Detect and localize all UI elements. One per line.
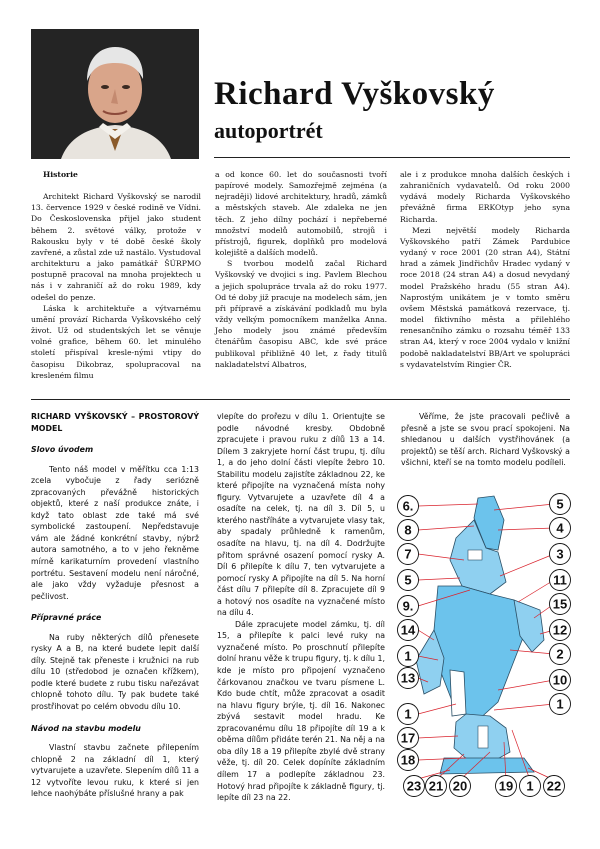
part-label-left xyxy=(398,496,419,517)
part-label-right xyxy=(550,670,571,691)
assembly-paragraph: Dále zpracujete model zámku, tj. díl 15, a přilepíte k palci levé ruky na vyznačené místo. Po proschnutí přilepíte dolní hranu věže k trupu figury, tj. k dílu 1, kde je místo pro připojení vyznačeno čárkovanou značkou ve tvaru písmene L. Kdo bude chtít, může zpracovat a osadit na hlavu figury brýle, tj. díl 16. Nakonec zbývá sestavit model hradu. Ke zpracovanému dílu 18 připojíte díl 19 a k oběma dílům přidáte terén 21. Na něj a na oba díly 18 a 19 přilepíte zbylé dvě strany věže, tj. díl 20. Celek dopíníte základním dílem 17 a podlepíte základnou 23. Hotový hrad připojíte k základně figury, tj. lepíte díl 23 na 22. xyxy=(217,619,386,803)
instructions-column-2 xyxy=(217,411,385,804)
part-number-text: 13 xyxy=(400,670,416,686)
part-label-left xyxy=(398,544,419,565)
part-number-text: 8 xyxy=(404,522,412,538)
part-label-right xyxy=(550,494,571,515)
part-number-text: 1 xyxy=(404,706,412,722)
history-paragraph: Architekt Richard Vyškovský se narodil 13. července 1929 v české rodině ve Vídni. Do Československa přijel jako student během 2. světové války, protože v Rakousku byly v té době české školy zavřené, a zůstal zde už nastálo. Vystudoval architekturu a jako památkář ŠÚRPMO postupně pracoval na mnoha projektech u nás i v zahraničí až do roku 1989, kdy odešel do penze. xyxy=(31,192,201,302)
portrait-illustration xyxy=(31,29,199,159)
part-label-left xyxy=(398,620,419,641)
part-number-text: 19 xyxy=(498,778,514,794)
part-label-right xyxy=(550,594,571,615)
part-number-text: 3 xyxy=(556,546,564,562)
part-number-text: 6. xyxy=(402,498,414,514)
preparation-heading: Přípravné práce xyxy=(31,613,102,623)
part-number-text: 5 xyxy=(404,572,412,588)
history-paragraph: Láska k architektuře a výtvarnému umění provází Richarda Vyškovského celý život. Už od studentských let se věnuje volné grafice, během 60. let minulého století přispíval kresle-nými vtipy do časopisu Dikobraz, spolupracoval na kresleném filmu xyxy=(31,303,201,380)
title-divider xyxy=(214,157,570,158)
assembly-paragraph: vlepíte do prořezu v dílu 1. Orientujte se podle návodné kresby. Obdobně zpracujete i pravou ruku z dílů 13 a 14. Dílem 3 zakryjete horní část trupu, tj. dílu 1, a do jeho dolní části vlepíte žebro 10. Stabilitu modelu zajistíte základnou 22, ke které připojíte na vyznačená místa nohy figury. Vytvarujete a uzavřete díl 4 a osadíte na celek, tj. na díl 3. Díl 5, u kterého nastříháte a vytvarujete vlasy tak, aby spadaly průhledně k ramenům, osadíte na hlavu, tj. na díl 4. Dodržujte přitom správné osazení pomocí rysky A. Díl 6 přilepíte k dílu 7, ten vytvarujete a pomocí rysky A připojíte na díl 5. Na horní část dílu 7 přilepíte díl 8. Zpracujete díl 9 a hotový nos osadíte na vyznačené místo na dílu 4. xyxy=(217,412,385,618)
history-column-2 xyxy=(215,169,387,370)
part-label-right xyxy=(550,620,571,641)
part-label-right xyxy=(550,518,571,539)
part-label-bottom xyxy=(496,776,517,797)
section-divider xyxy=(31,399,570,400)
history-paragraph: Mezi největší modely Richarda Vyškovského patří Zámek Pardubice vydaný v roce 2001 (20 stran A4), Státní hrad a zámek Jindřichův Hradec vydaný v roce 2018 (24 stran A4) a dosud nevydaný model Pražského hradu (55 stran A4). Naprostým unikátem je v tomto směru ovšem Městská památková rezervace, tj. model fiktivního města a přilehlého renesančního zámku o rozsahu téměř 133 stran A4, který v roce 2004 vydalo v knižní podobě nakladatelství BB/Art ve spolupráci s vydavatelstvím Ringier ČR. xyxy=(400,225,570,369)
figure-model-illustration xyxy=(416,496,544,774)
history-paragraph: ale i z produkce mnoha dalších českých i zahraničních vydavatelů. Od roku 2000 vydává modely Richarda Vyškovského převážně firma ERKOtyp jeho syna Richarda. xyxy=(400,170,570,224)
assembly-heading: Návod na stavbu modelu xyxy=(31,723,141,733)
part-label-left xyxy=(398,646,419,667)
part-label-left xyxy=(398,570,419,591)
part-number-text: 5 xyxy=(556,496,564,512)
part-label-bottom xyxy=(544,776,565,797)
history-column-3 xyxy=(400,169,570,370)
part-label-right xyxy=(550,570,571,591)
part-label-left xyxy=(398,704,419,725)
part-label-right xyxy=(550,644,571,665)
part-number-text: 1 xyxy=(556,696,564,712)
part-number-text: 2 xyxy=(556,646,564,662)
article-title: Richard Vyškovský xyxy=(214,76,495,112)
part-number-text: 11 xyxy=(553,572,567,588)
part-label-left xyxy=(398,728,419,749)
author-portrait-photo xyxy=(31,29,199,159)
part-label-bottom xyxy=(404,776,425,797)
instructions-column-3 xyxy=(401,411,570,469)
history-heading: Historie xyxy=(43,170,78,179)
part-label-bottom xyxy=(450,776,471,797)
part-number-text: 7 xyxy=(404,546,412,562)
part-number-text: 10 xyxy=(552,672,568,688)
history-paragraph: S tvorbou modelů začal Richard Vyškovský ve dvojici s ing. Pavlem Blechou a jejich spolupráce trvala až do roku 1977. Od té doby již pracuje na modelech sám, jen při přípravě a získávání podkladů mu byla vždy velkým pomocníkem manželka Anna. Jeho modely jsou známé především čtenářům časopisu ABC, kde své práce publikoval přibližně 40 let, z řady titulů nakladatelství Albatros, xyxy=(215,259,387,369)
part-number-text: 23 xyxy=(406,778,422,794)
part-label-bottom xyxy=(520,776,541,797)
assembly-diagram xyxy=(394,490,574,798)
closing-paragraph: Věříme, že jste pracovali pečlivě a přesně a jste se svou prací spokojeni. Na shledanou u dalších vystřihovánek (a projektů) se těší arch. Richard Vyškovský a všichni, kteří se na tomto modelu podíleli. xyxy=(401,412,570,468)
part-label-right xyxy=(550,694,571,715)
history-section xyxy=(31,169,570,394)
part-label-bottom xyxy=(426,776,447,797)
part-number-text: 15 xyxy=(552,596,568,612)
instructions-column-1 xyxy=(31,411,199,800)
intro-heading: Slovo úvodem xyxy=(31,445,94,455)
part-number-text: 12 xyxy=(552,622,568,638)
part-number-text: 22 xyxy=(546,778,562,794)
part-number-text: 17 xyxy=(400,730,416,746)
part-number-text: 1 xyxy=(404,648,412,664)
part-label-left xyxy=(398,668,419,689)
part-label-right xyxy=(550,544,571,565)
instructions-title: RICHARD VYŠKOVSKÝ – PROSTOROVÝ MODEL xyxy=(31,412,199,433)
part-number-text: 4 xyxy=(556,520,564,536)
part-number-text: 18 xyxy=(400,752,416,768)
intro-paragraph: Tento náš model v měřítku cca 1:13 zcela vybočuje z řady seriózně zpracovaných převážně historických objektů, které z naší produkce znáte, i když tato oblast zde také má své symbolické zastoupení. Nepředstavuje vám ale žádné konkrétní stavby, nýbrž autora samotného, a to v jeho řekněme mírně karikaturním provedení vlastního portrétu. Sestavení modelu není náročné, ale jako vždy vyžaduje přesnost a pečlivost. xyxy=(31,464,199,601)
part-number-text: 9. xyxy=(402,598,414,614)
part-label-left xyxy=(398,596,419,617)
part-number-text: 21 xyxy=(428,778,444,794)
preparation-paragraph: Na ruby některých dílů přenesete rysky A a B, na které budete lepit další díly. Stejně tak přeneste i kružnici na rub dílu 10 (středobod je označen křížkem), podle které budete z rubu tisku nařezávat chlopně tohoto dílu. Ty pak budete také prostřihovat po celém obvodu dílu 10. xyxy=(31,632,199,712)
assembly-paragraph: Vlastní stavbu začnete přilepením chlopně 2 na základní díl 1, který vytvarujete a uzavřete. Slepením dílů 11 a 12 vytvoříte levou ruku, k které si jen lehce naohýbáte příslušné hrany a pak xyxy=(31,743,199,799)
part-label-left xyxy=(398,520,419,541)
part-number-text: 20 xyxy=(452,778,468,794)
part-label-left xyxy=(398,750,419,771)
part-number-text: 14 xyxy=(400,622,416,638)
article-subtitle: autoportrét xyxy=(214,118,323,143)
history-paragraph: a od konce 60. let do současnosti tvoří papírové modely. Samozřejmě zejména (a nejraději) lidové architektury, hradů, zámků a městských staveb. Ale zdaleka ne jen těch. Z jeho dílny pochází i nepřeberné množství modelů automobilů, strojů i přístrojů, figurek, doplňků pro modelová kolejiště a dalších modelů. xyxy=(215,170,387,258)
history-column-1 xyxy=(31,169,201,381)
part-number-text: 1 xyxy=(526,778,534,794)
